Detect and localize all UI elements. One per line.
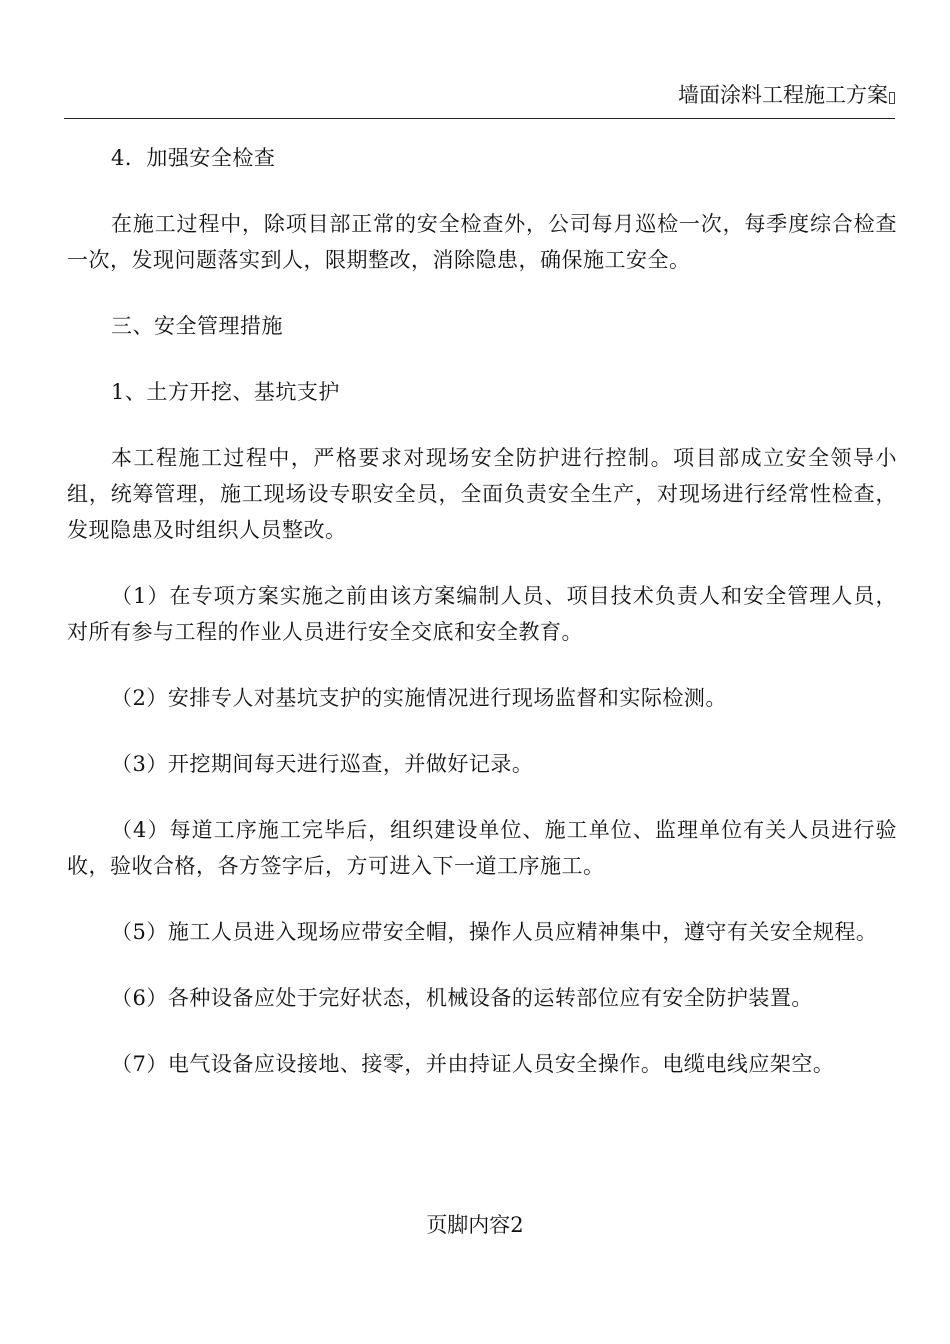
list-item-1: （1）在专项方案实施之前由该方案编制人员、项目技术负责人和安全管理人员，对所有参与工程的作业人员进行安全交底和安全教育。 bbox=[67, 584, 897, 644]
subsection-heading-safety-check: 4．加强安全检查 bbox=[111, 146, 276, 170]
list-item-3: （3）开挖期间每天进行巡查，并做好记录。 bbox=[111, 752, 534, 776]
list-item-4: （4）每道工序施工完毕后，组织建设单位、施工单位、监理单位有关人员进行验收，验收合格，各方签字后，方可进入下一道工序施工。 bbox=[67, 818, 897, 878]
header-title: 墙面涂料工程施工方案 bbox=[678, 83, 888, 107]
paragraph-safety-check: 在施工过程中，除项目部正常的安全检查外，公司每月巡检一次，每季度综合检查一次，发现问题落实到人，限期整改，消除隐患，确保施工安全。 bbox=[67, 212, 897, 272]
subsection-heading-excavation: 1、土方开挖、基坑支护 bbox=[111, 380, 340, 404]
page-header bbox=[64, 80, 895, 119]
list-item-5: （5）施工人员进入现场应带安全帽，操作人员应精神集中，遵守有关安全规程。 bbox=[111, 920, 878, 944]
list-item-2: （2）安排专人对基坑支护的实施情况进行现场监督和实际检测。 bbox=[111, 686, 727, 710]
document-body bbox=[67, 140, 897, 1082]
list-item-7: （7）电气设备应设接地、接零，并由持证人员安全操作。电缆电线应架空。 bbox=[111, 1052, 835, 1076]
header-marker-icon bbox=[889, 92, 895, 104]
section-heading-safety-measures: 三、安全管理措施 bbox=[111, 314, 283, 338]
page-footer: 页脚内容2 bbox=[426, 1213, 524, 1237]
paragraph-excavation-intro: 本工程施工过程中，严格要求对现场安全防护进行控制。项目部成立安全领导小组，统筹管理，施工现场设专职安全员，全面负责安全生产，对现场进行经常性检查，发现隐患及时组织人员整改。 bbox=[67, 446, 897, 542]
list-item-6: （6）各种设备应处于完好状态，机械设备的运转部位应有安全防护装置。 bbox=[111, 986, 813, 1010]
